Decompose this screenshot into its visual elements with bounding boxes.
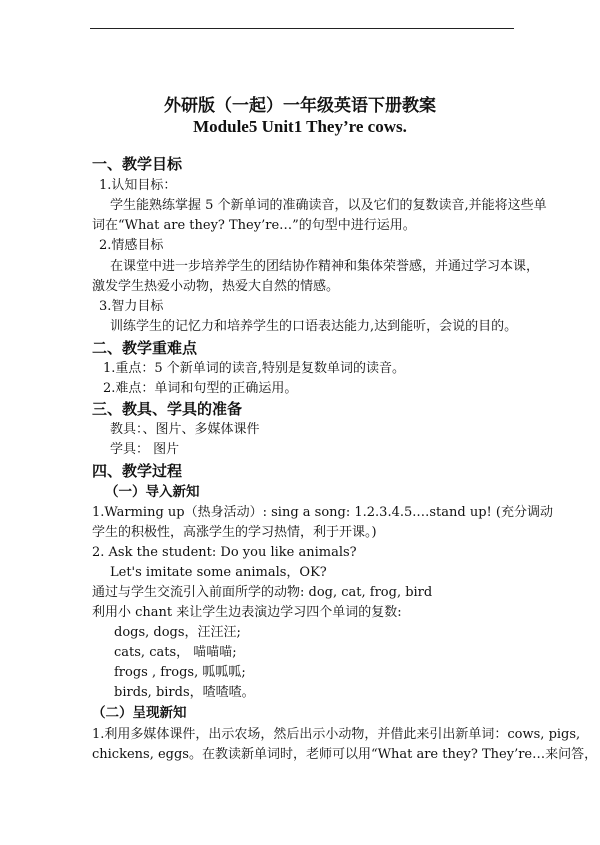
paragraph-cognitive-line2: 词在“What are they? They’re…”的句型中进行运用。: [92, 218, 416, 233]
part-heading-introduction: （一）导入新知: [105, 484, 200, 500]
document-title-chinese: 外研版（一起）一年级英语下册教案: [164, 96, 436, 116]
teacher-materials: 教具：、图片、多媒体课件: [110, 422, 260, 437]
chant-line: birds, birds，喳喳喳。: [114, 685, 255, 700]
subheading-emotional: 2.情感目标: [99, 238, 164, 253]
chant-line: frogs , frogs, 呱呱呱;: [114, 665, 246, 680]
key-point-line: 1.重点：5 个新单词的读音,特别是复数单词的读音。: [103, 361, 405, 376]
chant-intro-line: 利用小 chant 来让学生边表演边学习四个单词的复数:: [92, 605, 402, 620]
document-title-english: Module5 Unit1 They’re cows.: [193, 117, 407, 136]
warmup-line1: 1.Warming up（热身活动）: sing a song: 1.2.3.4.5.…stand up! (充分调动: [92, 505, 553, 520]
ask-student-line: 2. Ask the student: Do you like animals?: [92, 545, 357, 560]
review-animals-line: 通过与学生交流引入前面所学的动物: dog, cat, frog, bird: [92, 585, 433, 600]
chant-line: dogs, dogs，汪汪汪;: [114, 625, 241, 640]
presentation-line2: chickens, eggs。在教读新单词时，老师可以用“What are they? They’re…来问答，: [92, 747, 598, 762]
subheading-cognitive: 1.认知目标：: [99, 178, 177, 193]
chant-line: cats, cats， 喵喵喵;: [114, 645, 237, 660]
warmup-line2: 学生的积极性，高涨学生的学习热情，利于开课。): [92, 525, 377, 540]
paragraph-cognitive-line1: 学生能熟练掌握 5 个新单词的准确读音，以及它们的复数读音,并能将这些单: [110, 198, 547, 213]
part-heading-presentation: （二）呈现新知: [92, 705, 187, 721]
section-heading-materials: 三、教具、学具的准备: [92, 400, 243, 418]
section-heading-key-points: 二、教学重难点: [92, 339, 198, 357]
student-materials: 学具： 图片: [110, 442, 180, 457]
paragraph-emotional-line2: 激发学生热爱小动物，热爱大自然的情感。: [92, 279, 340, 294]
presentation-line1: 1.利用多媒体课件，出示农场，然后出示小动物，并借此来引出新单词：cows, pigs,: [92, 727, 581, 742]
subheading-intellectual: 3.智力目标: [99, 299, 164, 314]
section-heading-procedure: 四、教学过程: [92, 462, 183, 480]
header-rule: [90, 28, 514, 29]
imitate-line: Let's imitate some animals，OK?: [110, 565, 327, 580]
section-heading-objectives: 一、教学目标: [92, 155, 183, 173]
difficulty-line: 2.难点：单词和句型的正确运用。: [103, 381, 298, 396]
paragraph-intellectual: 训练学生的记忆力和培养学生的口语表达能力,达到能听，会说的目的。: [110, 319, 518, 334]
paragraph-emotional-line1: 在课堂中进一步培养学生的团结协作精神和集体荣誉感，并通过学习本课，: [110, 259, 540, 274]
